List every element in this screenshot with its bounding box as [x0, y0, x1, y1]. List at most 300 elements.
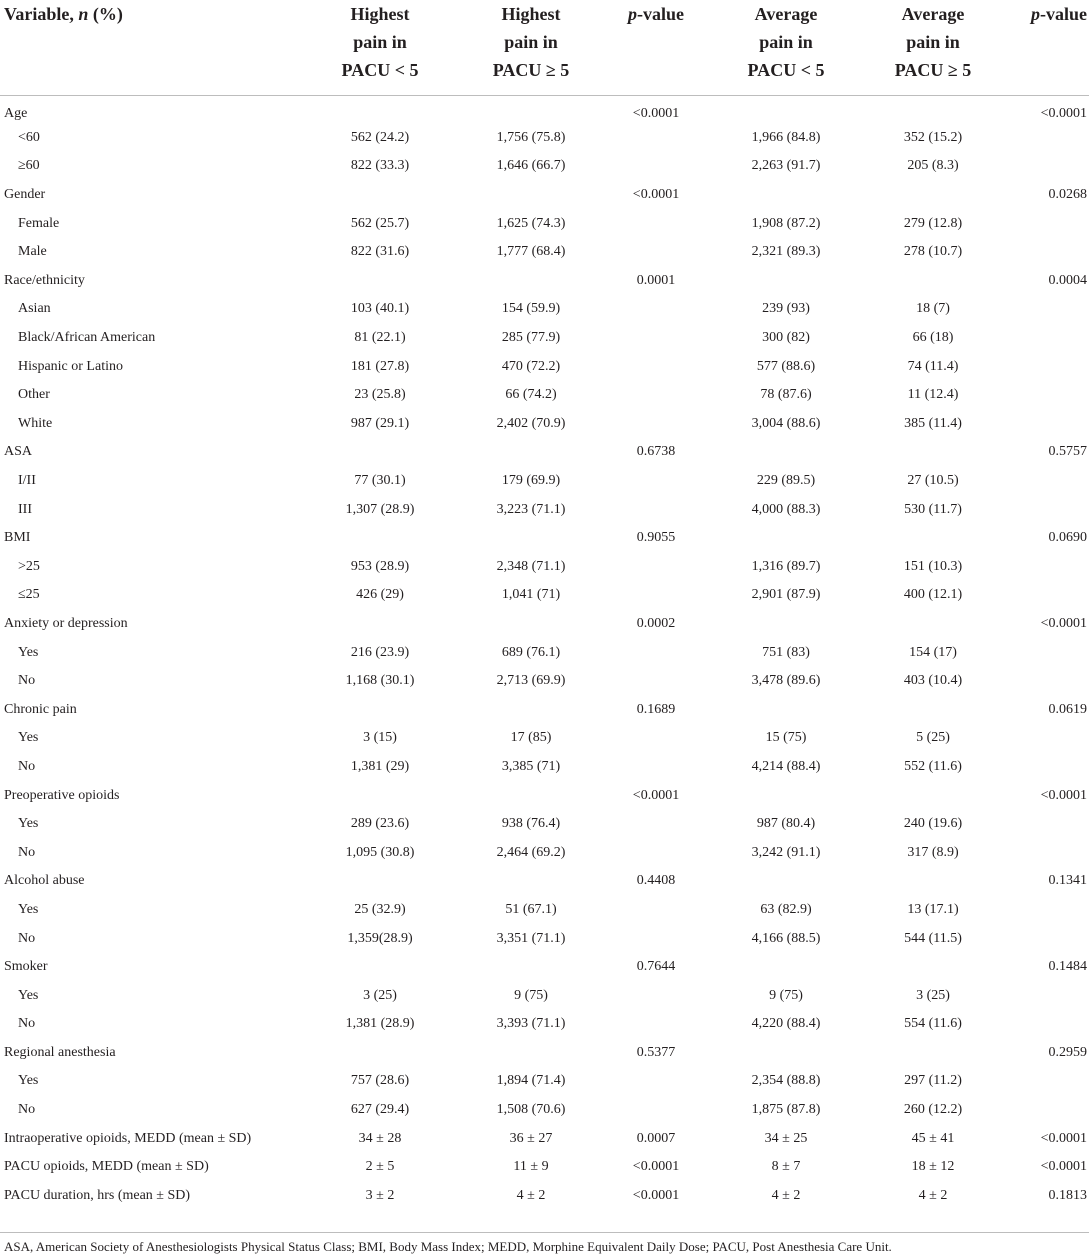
cell-variable: Gender — [4, 187, 46, 203]
cell-highest-lt5 — [300, 524, 460, 553]
cell-highest-lt5: 1,095 (30.8) — [345, 844, 415, 860]
header-average-ge5 — [862, 0, 1004, 95]
cell-pvalue-average: <0.0001 — [1040, 106, 1087, 122]
cell-variable: Female — [18, 215, 60, 231]
header-average-lt5-line3: PACU < 5 — [747, 60, 825, 80]
cell-highest-ge5: 2,402 (70.9) — [496, 415, 566, 431]
cell-highest-ge5: 1,041 (71) — [501, 587, 561, 603]
cell-pvalue-highest: <0.0001 — [632, 187, 680, 203]
cell-pvalue-highest — [602, 495, 710, 524]
cell-highest-lt5: 3 ± 2 — [365, 1187, 395, 1203]
cell-pvalue-highest — [602, 810, 710, 839]
cell-average-lt5: 1,966 (84.8) — [751, 129, 821, 145]
cell-average-ge5 — [862, 867, 1004, 896]
cell-pvalue-average: 0.0268 — [1048, 187, 1087, 203]
cell-variable: Other — [18, 387, 50, 403]
cell-highest-lt5: 181 (27.8) — [350, 358, 410, 374]
cell-highest-ge5: 1,625 (74.3) — [496, 215, 566, 231]
cell-average-ge5: 205 (8.3) — [907, 158, 959, 174]
cell-highest-ge5: 17 (85) — [510, 730, 552, 746]
cell-pvalue-highest — [602, 1067, 710, 1096]
cell-highest-lt5 — [300, 267, 460, 296]
cell-pvalue-average: 0.5757 — [1048, 444, 1087, 460]
cell-pvalue-average — [1004, 581, 1089, 610]
cell-average-ge5: 260 (12.2) — [903, 1102, 963, 1118]
cell-pvalue-average: <0.0001 — [1040, 1159, 1087, 1175]
cell-average-ge5 — [862, 695, 1004, 724]
cell-highest-lt5 — [300, 95, 460, 124]
cell-average-lt5 — [710, 1039, 862, 1068]
cell-average-lt5: 3,478 (89.6) — [751, 673, 821, 689]
cell-pvalue-average — [1004, 1010, 1089, 1039]
table-row — [0, 1182, 1089, 1211]
cell-average-lt5 — [710, 610, 862, 639]
cell-variable: Alcohol abuse — [4, 873, 85, 889]
cell-highest-ge5: 2,464 (69.2) — [496, 844, 566, 860]
cell-variable: Yes — [18, 901, 39, 917]
table-footnote: ASA, American Society of Anesthesiologists Physical Status Class; BMI, Body Mass Index; MEDD, Morphine Equivalent Daily Dose; PACU, Post Anesthesia Care Unit. — [4, 1239, 892, 1254]
cell-variable: Preoperative opioids — [4, 787, 120, 803]
cell-average-lt5: 2,354 (88.8) — [751, 1073, 821, 1089]
cell-highest-ge5: 3,393 (71.1) — [496, 1016, 566, 1032]
cell-average-ge5 — [862, 181, 1004, 210]
cell-highest-lt5: 1,168 (30.1) — [345, 673, 415, 689]
header-highest-ge5-line2: pain in — [504, 32, 558, 52]
table-row — [0, 209, 1089, 238]
cell-average-lt5 — [710, 867, 862, 896]
table-row — [0, 238, 1089, 267]
table-row — [0, 381, 1089, 410]
cell-highest-ge5: 11 ± 9 — [513, 1159, 549, 1175]
cell-highest-lt5: 77 (30.1) — [354, 473, 406, 489]
cell-pvalue-average: <0.0001 — [1040, 1130, 1087, 1146]
cell-highest-ge5: 3,223 (71.1) — [496, 501, 566, 517]
cell-average-ge5: 400 (12.1) — [903, 587, 963, 603]
cell-average-lt5: 1,908 (87.2) — [751, 215, 821, 231]
cell-average-lt5: 300 (82) — [762, 330, 810, 346]
cell-pvalue-highest: <0.0001 — [632, 787, 680, 803]
cell-variable: Yes — [18, 1073, 39, 1089]
cell-pvalue-average: 0.1341 — [1048, 873, 1087, 889]
table-row — [0, 695, 1089, 724]
cell-average-ge5: 3 (25) — [916, 987, 950, 1003]
cell-average-lt5 — [710, 438, 862, 467]
cell-variable: No — [18, 1102, 36, 1118]
cell-average-lt5 — [710, 95, 862, 124]
table-row — [0, 124, 1089, 153]
cell-pvalue-highest — [602, 667, 710, 696]
table-row — [0, 1124, 1089, 1153]
cell-pvalue-average: 0.2959 — [1048, 1044, 1087, 1060]
cell-highest-ge5 — [460, 695, 602, 724]
cell-variable: Yes — [18, 987, 39, 1003]
header-highest-lt5 — [300, 0, 460, 95]
cell-pvalue-average: 0.0619 — [1048, 701, 1087, 717]
cell-highest-lt5: 25 (32.9) — [354, 901, 406, 917]
cell-variable: No — [18, 844, 36, 860]
table-row — [0, 324, 1089, 353]
cell-pvalue-highest — [602, 924, 710, 953]
cell-average-lt5: 1,875 (87.8) — [751, 1102, 821, 1118]
cell-average-ge5: 151 (10.3) — [903, 558, 963, 574]
cell-pvalue-average — [1004, 1067, 1089, 1096]
table-row — [0, 896, 1089, 925]
cell-pvalue-highest — [602, 838, 710, 867]
cell-variable: Male — [18, 244, 47, 260]
cell-highest-ge5 — [460, 438, 602, 467]
cell-average-lt5: 751 (83) — [762, 644, 810, 660]
header-pvalue-average: p-value — [1031, 4, 1087, 24]
cell-highest-lt5 — [300, 610, 460, 639]
header-highest-lt5-line3: PACU < 5 — [341, 60, 419, 80]
cell-variable: Regional anesthesia — [4, 1044, 116, 1060]
cell-variable: PACU opioids, MEDD (mean ± SD) — [4, 1159, 209, 1175]
cell-highest-lt5: 1,381 (28.9) — [345, 1016, 415, 1032]
cell-highest-lt5 — [300, 181, 460, 210]
cell-highest-ge5 — [460, 181, 602, 210]
cell-pvalue-average — [1004, 352, 1089, 381]
cell-average-lt5: 3,004 (88.6) — [751, 415, 821, 431]
cell-average-ge5 — [862, 524, 1004, 553]
table-row — [0, 667, 1089, 696]
header-average-lt5-line2: pain in — [759, 32, 813, 52]
cell-average-lt5: 4,214 (88.4) — [751, 758, 821, 774]
cell-variable: Chronic pain — [4, 701, 77, 717]
cell-variable: No — [18, 673, 36, 689]
cell-highest-lt5 — [300, 695, 460, 724]
cell-average-ge5: 11 (12.4) — [907, 387, 959, 403]
cell-average-ge5: 554 (11.6) — [904, 1016, 962, 1032]
cell-highest-ge5: 1,646 (66.7) — [496, 158, 566, 174]
cell-pvalue-highest — [602, 638, 710, 667]
cell-pvalue-highest: <0.0001 — [632, 1159, 680, 1175]
table-row — [0, 524, 1089, 553]
cell-highest-lt5: 562 (25.7) — [350, 215, 410, 231]
cell-pvalue-average — [1004, 324, 1089, 353]
cell-pvalue-average — [1004, 667, 1089, 696]
cell-average-ge5: 240 (19.6) — [903, 816, 963, 832]
cell-highest-lt5: 822 (31.6) — [350, 244, 410, 260]
cell-variable: III — [18, 501, 32, 517]
cell-pvalue-highest: 0.5377 — [636, 1044, 676, 1060]
cell-average-lt5: 4 ± 2 — [771, 1187, 801, 1203]
cell-average-ge5: 45 ± 41 — [911, 1130, 955, 1146]
table-row — [0, 953, 1089, 982]
cell-highest-lt5 — [300, 781, 460, 810]
cell-highest-lt5 — [300, 867, 460, 896]
cell-average-lt5: 15 (75) — [765, 730, 807, 746]
cell-pvalue-highest — [602, 467, 710, 496]
cell-highest-ge5: 470 (72.2) — [501, 358, 561, 374]
cell-average-ge5 — [862, 781, 1004, 810]
cell-average-ge5 — [862, 95, 1004, 124]
cell-average-lt5 — [710, 695, 862, 724]
header-average-lt5 — [710, 0, 862, 95]
cell-pvalue-highest — [602, 896, 710, 925]
cell-highest-lt5: 81 (22.1) — [354, 330, 406, 346]
cell-highest-ge5: 1,756 (75.8) — [496, 129, 566, 145]
table-row — [0, 1067, 1089, 1096]
cell-highest-lt5 — [300, 438, 460, 467]
cell-average-lt5 — [710, 524, 862, 553]
cell-average-ge5: 13 (17.1) — [907, 901, 959, 917]
table-row — [0, 1010, 1089, 1039]
cell-pvalue-average: <0.0001 — [1040, 787, 1087, 803]
cell-average-ge5: 18 (7) — [916, 301, 950, 317]
cell-highest-lt5: 562 (24.2) — [350, 129, 410, 145]
table-row — [0, 867, 1089, 896]
table-row — [0, 267, 1089, 296]
table-row — [0, 610, 1089, 639]
cell-average-ge5: 4 ± 2 — [918, 1187, 948, 1203]
cell-pvalue-highest: <0.0001 — [632, 106, 680, 122]
cell-highest-ge5 — [460, 781, 602, 810]
header-average-lt5-line1: Average — [754, 4, 818, 24]
cell-average-ge5: 66 (18) — [912, 330, 954, 346]
cell-average-lt5: 63 (82.9) — [760, 901, 812, 917]
cell-average-lt5: 8 ± 7 — [771, 1159, 801, 1175]
cell-variable: Age — [4, 106, 28, 122]
cell-highest-lt5: 103 (40.1) — [350, 301, 410, 317]
table-row — [0, 753, 1089, 782]
cell-average-ge5: 385 (11.4) — [904, 415, 962, 431]
cell-average-ge5 — [862, 1039, 1004, 1068]
cell-pvalue-average — [1004, 467, 1089, 496]
cell-highest-ge5: 1,894 (71.4) — [496, 1073, 566, 1089]
cell-average-lt5 — [710, 181, 862, 210]
cell-average-lt5: 2,321 (89.3) — [751, 244, 821, 260]
cell-average-lt5: 4,166 (88.5) — [751, 930, 821, 946]
header-divider — [0, 95, 1089, 96]
header-highest-ge5 — [460, 0, 602, 95]
cell-pvalue-average: 0.0004 — [1048, 272, 1087, 288]
cell-highest-ge5: 154 (59.9) — [501, 301, 561, 317]
cell-highest-ge5: 1,777 (68.4) — [496, 244, 566, 260]
table-row — [0, 295, 1089, 324]
cell-pvalue-highest — [602, 124, 710, 153]
cell-variable: No — [18, 1016, 36, 1032]
table-body — [0, 95, 1089, 1210]
cell-average-lt5: 239 (93) — [762, 301, 810, 317]
cell-average-lt5: 229 (89.5) — [756, 473, 816, 489]
cell-variable: No — [18, 758, 36, 774]
cell-pvalue-average — [1004, 238, 1089, 267]
cell-pvalue-highest — [602, 295, 710, 324]
cell-pvalue-average — [1004, 209, 1089, 238]
cell-average-ge5: 18 ± 12 — [911, 1159, 955, 1175]
cell-pvalue-highest: 0.0002 — [636, 615, 676, 631]
cell-highest-lt5: 34 ± 28 — [358, 1130, 402, 1146]
cell-pvalue-average — [1004, 295, 1089, 324]
cell-average-lt5 — [710, 267, 862, 296]
cell-highest-ge5: 4 ± 2 — [516, 1187, 546, 1203]
cell-highest-lt5: 953 (28.9) — [350, 558, 410, 574]
cell-average-lt5: 2,901 (87.9) — [751, 587, 821, 603]
cell-highest-lt5 — [300, 953, 460, 982]
cell-highest-lt5: 3 (25) — [363, 987, 397, 1003]
footer-divider — [0, 1232, 1089, 1233]
cell-average-ge5: 552 (11.6) — [904, 758, 962, 774]
table-row — [0, 410, 1089, 439]
cell-average-lt5: 987 (80.4) — [756, 816, 816, 832]
cell-highest-ge5: 51 (67.1) — [505, 901, 557, 917]
cell-highest-ge5: 2,713 (69.9) — [496, 673, 566, 689]
cell-pvalue-highest — [602, 553, 710, 582]
cell-highest-ge5 — [460, 867, 602, 896]
cell-highest-ge5: 179 (69.9) — [501, 473, 561, 489]
cell-pvalue-highest — [602, 1096, 710, 1125]
cell-highest-ge5: 2,348 (71.1) — [496, 558, 566, 574]
header-highest-ge5-line1: Highest — [501, 4, 561, 24]
cell-average-ge5: 317 (8.9) — [907, 844, 959, 860]
cell-variable: Yes — [18, 644, 39, 660]
table-row — [0, 838, 1089, 867]
cell-pvalue-average — [1004, 838, 1089, 867]
table-header — [0, 0, 1089, 95]
cell-highest-ge5 — [460, 95, 602, 124]
cell-average-lt5: 3,242 (91.1) — [751, 844, 821, 860]
cell-highest-lt5: 987 (29.1) — [350, 415, 410, 431]
cell-variable: <60 — [18, 129, 40, 145]
table-row — [0, 810, 1089, 839]
table-row — [0, 1039, 1089, 1068]
cell-pvalue-average — [1004, 810, 1089, 839]
cell-highest-lt5: 3 (15) — [363, 730, 397, 746]
cell-variable: ≥60 — [18, 158, 40, 174]
cell-average-lt5: 4,000 (88.3) — [751, 501, 821, 517]
cell-highest-lt5 — [300, 1039, 460, 1068]
cell-variable: Hispanic or Latino — [18, 358, 123, 374]
cell-average-ge5: 530 (11.7) — [904, 501, 962, 517]
header-highest-ge5-line3: PACU ≥ 5 — [492, 60, 570, 80]
cell-pvalue-average — [1004, 381, 1089, 410]
cell-average-ge5: 297 (11.2) — [904, 1073, 962, 1089]
cell-average-ge5 — [862, 267, 1004, 296]
cell-variable: ≤25 — [18, 587, 40, 603]
cell-pvalue-highest — [602, 753, 710, 782]
table-row — [0, 638, 1089, 667]
cell-variable: Smoker — [4, 959, 48, 975]
cell-highest-lt5: 2 ± 5 — [365, 1159, 395, 1175]
cell-average-lt5: 4,220 (88.4) — [751, 1016, 821, 1032]
cell-highest-ge5 — [460, 1039, 602, 1068]
cell-highest-ge5: 66 (74.2) — [505, 387, 557, 403]
header-pvalue-highest: p-value — [628, 4, 684, 24]
cell-average-ge5: 154 (17) — [909, 644, 957, 660]
cell-pvalue-highest — [602, 324, 710, 353]
cell-pvalue-average — [1004, 495, 1089, 524]
cell-highest-lt5: 1,359(28.9) — [347, 930, 413, 946]
cell-variable: Yes — [18, 816, 39, 832]
cell-highest-lt5: 216 (23.9) — [350, 644, 410, 660]
cell-average-lt5: 78 (87.6) — [760, 387, 812, 403]
cell-variable: White — [18, 415, 53, 431]
cell-pvalue-average — [1004, 896, 1089, 925]
cell-average-ge5 — [862, 953, 1004, 982]
cell-pvalue-average — [1004, 410, 1089, 439]
table-row — [0, 352, 1089, 381]
cell-highest-ge5: 36 ± 27 — [509, 1130, 553, 1146]
cell-variable: Anxiety or depression — [4, 615, 128, 631]
cell-average-ge5: 27 (10.5) — [907, 473, 959, 489]
cell-pvalue-highest — [602, 209, 710, 238]
cell-pvalue-highest: 0.0001 — [636, 272, 676, 288]
cell-variable: Asian — [18, 301, 51, 317]
cell-average-lt5 — [710, 953, 862, 982]
cell-pvalue-average: 0.1813 — [1048, 1187, 1087, 1203]
cell-average-ge5: 279 (12.8) — [903, 215, 963, 231]
cell-pvalue-highest: 0.7644 — [636, 959, 676, 975]
table-row — [0, 95, 1089, 124]
header-average-ge5-line1: Average — [901, 4, 965, 24]
cell-variable: BMI — [4, 530, 31, 546]
cell-variable: Intraoperative opioids, MEDD (mean ± SD) — [4, 1130, 252, 1146]
cell-pvalue-highest: 0.0007 — [636, 1130, 676, 1146]
table-row — [0, 981, 1089, 1010]
cell-average-ge5: 544 (11.5) — [904, 930, 962, 946]
cell-pvalue-average — [1004, 124, 1089, 153]
cell-pvalue-average — [1004, 981, 1089, 1010]
cell-pvalue-highest — [602, 352, 710, 381]
table-row — [0, 924, 1089, 953]
cell-pvalue-highest — [602, 238, 710, 267]
cell-pvalue-highest — [602, 1010, 710, 1039]
cell-highest-lt5: 1,307 (28.9) — [345, 501, 415, 517]
cell-average-ge5: 352 (15.2) — [903, 129, 963, 145]
cell-highest-ge5: 689 (76.1) — [501, 644, 561, 660]
cell-highest-ge5 — [460, 524, 602, 553]
cell-pvalue-average — [1004, 753, 1089, 782]
header-variable: Variable, n (%) — [4, 4, 123, 24]
table-row — [0, 467, 1089, 496]
header-highest-lt5-line2: pain in — [353, 32, 407, 52]
table-row — [0, 152, 1089, 181]
cell-pvalue-highest — [602, 381, 710, 410]
cell-pvalue-highest: 0.4408 — [636, 873, 676, 889]
cell-highest-ge5: 3,385 (71) — [501, 758, 561, 774]
cell-pvalue-highest: 0.1689 — [636, 701, 676, 717]
cell-highest-ge5: 938 (76.4) — [501, 816, 561, 832]
cell-pvalue-highest — [602, 152, 710, 181]
table-row — [0, 1153, 1089, 1182]
cell-pvalue-average — [1004, 924, 1089, 953]
cell-variable: Yes — [18, 730, 39, 746]
cell-pvalue-average: 0.1484 — [1048, 959, 1087, 975]
cell-highest-ge5 — [460, 610, 602, 639]
cell-average-ge5: 5 (25) — [916, 730, 950, 746]
table-row — [0, 495, 1089, 524]
cell-pvalue-average: 0.0690 — [1048, 530, 1087, 546]
cell-highest-lt5: 627 (29.4) — [350, 1102, 410, 1118]
cell-highest-ge5: 1,508 (70.6) — [496, 1102, 566, 1118]
header-average-ge5-line3: PACU ≥ 5 — [894, 60, 972, 80]
cell-pvalue-average — [1004, 152, 1089, 181]
table-row — [0, 581, 1089, 610]
cell-highest-ge5: 285 (77.9) — [501, 330, 561, 346]
cell-highest-ge5 — [460, 267, 602, 296]
table-row — [0, 1096, 1089, 1125]
cell-highest-ge5: 9 (75) — [514, 987, 548, 1003]
header-highest-lt5-line1: Highest — [350, 4, 410, 24]
cell-highest-lt5: 822 (33.3) — [350, 158, 410, 174]
table-row — [0, 553, 1089, 582]
cell-variable: PACU duration, hrs (mean ± SD) — [4, 1187, 191, 1203]
cell-pvalue-highest — [602, 981, 710, 1010]
cell-variable: Race/ethnicity — [4, 272, 85, 288]
cell-average-lt5: 9 (75) — [769, 987, 803, 1003]
cell-pvalue-highest: 0.9055 — [636, 530, 676, 546]
cell-average-lt5: 1,316 (89.7) — [751, 558, 821, 574]
